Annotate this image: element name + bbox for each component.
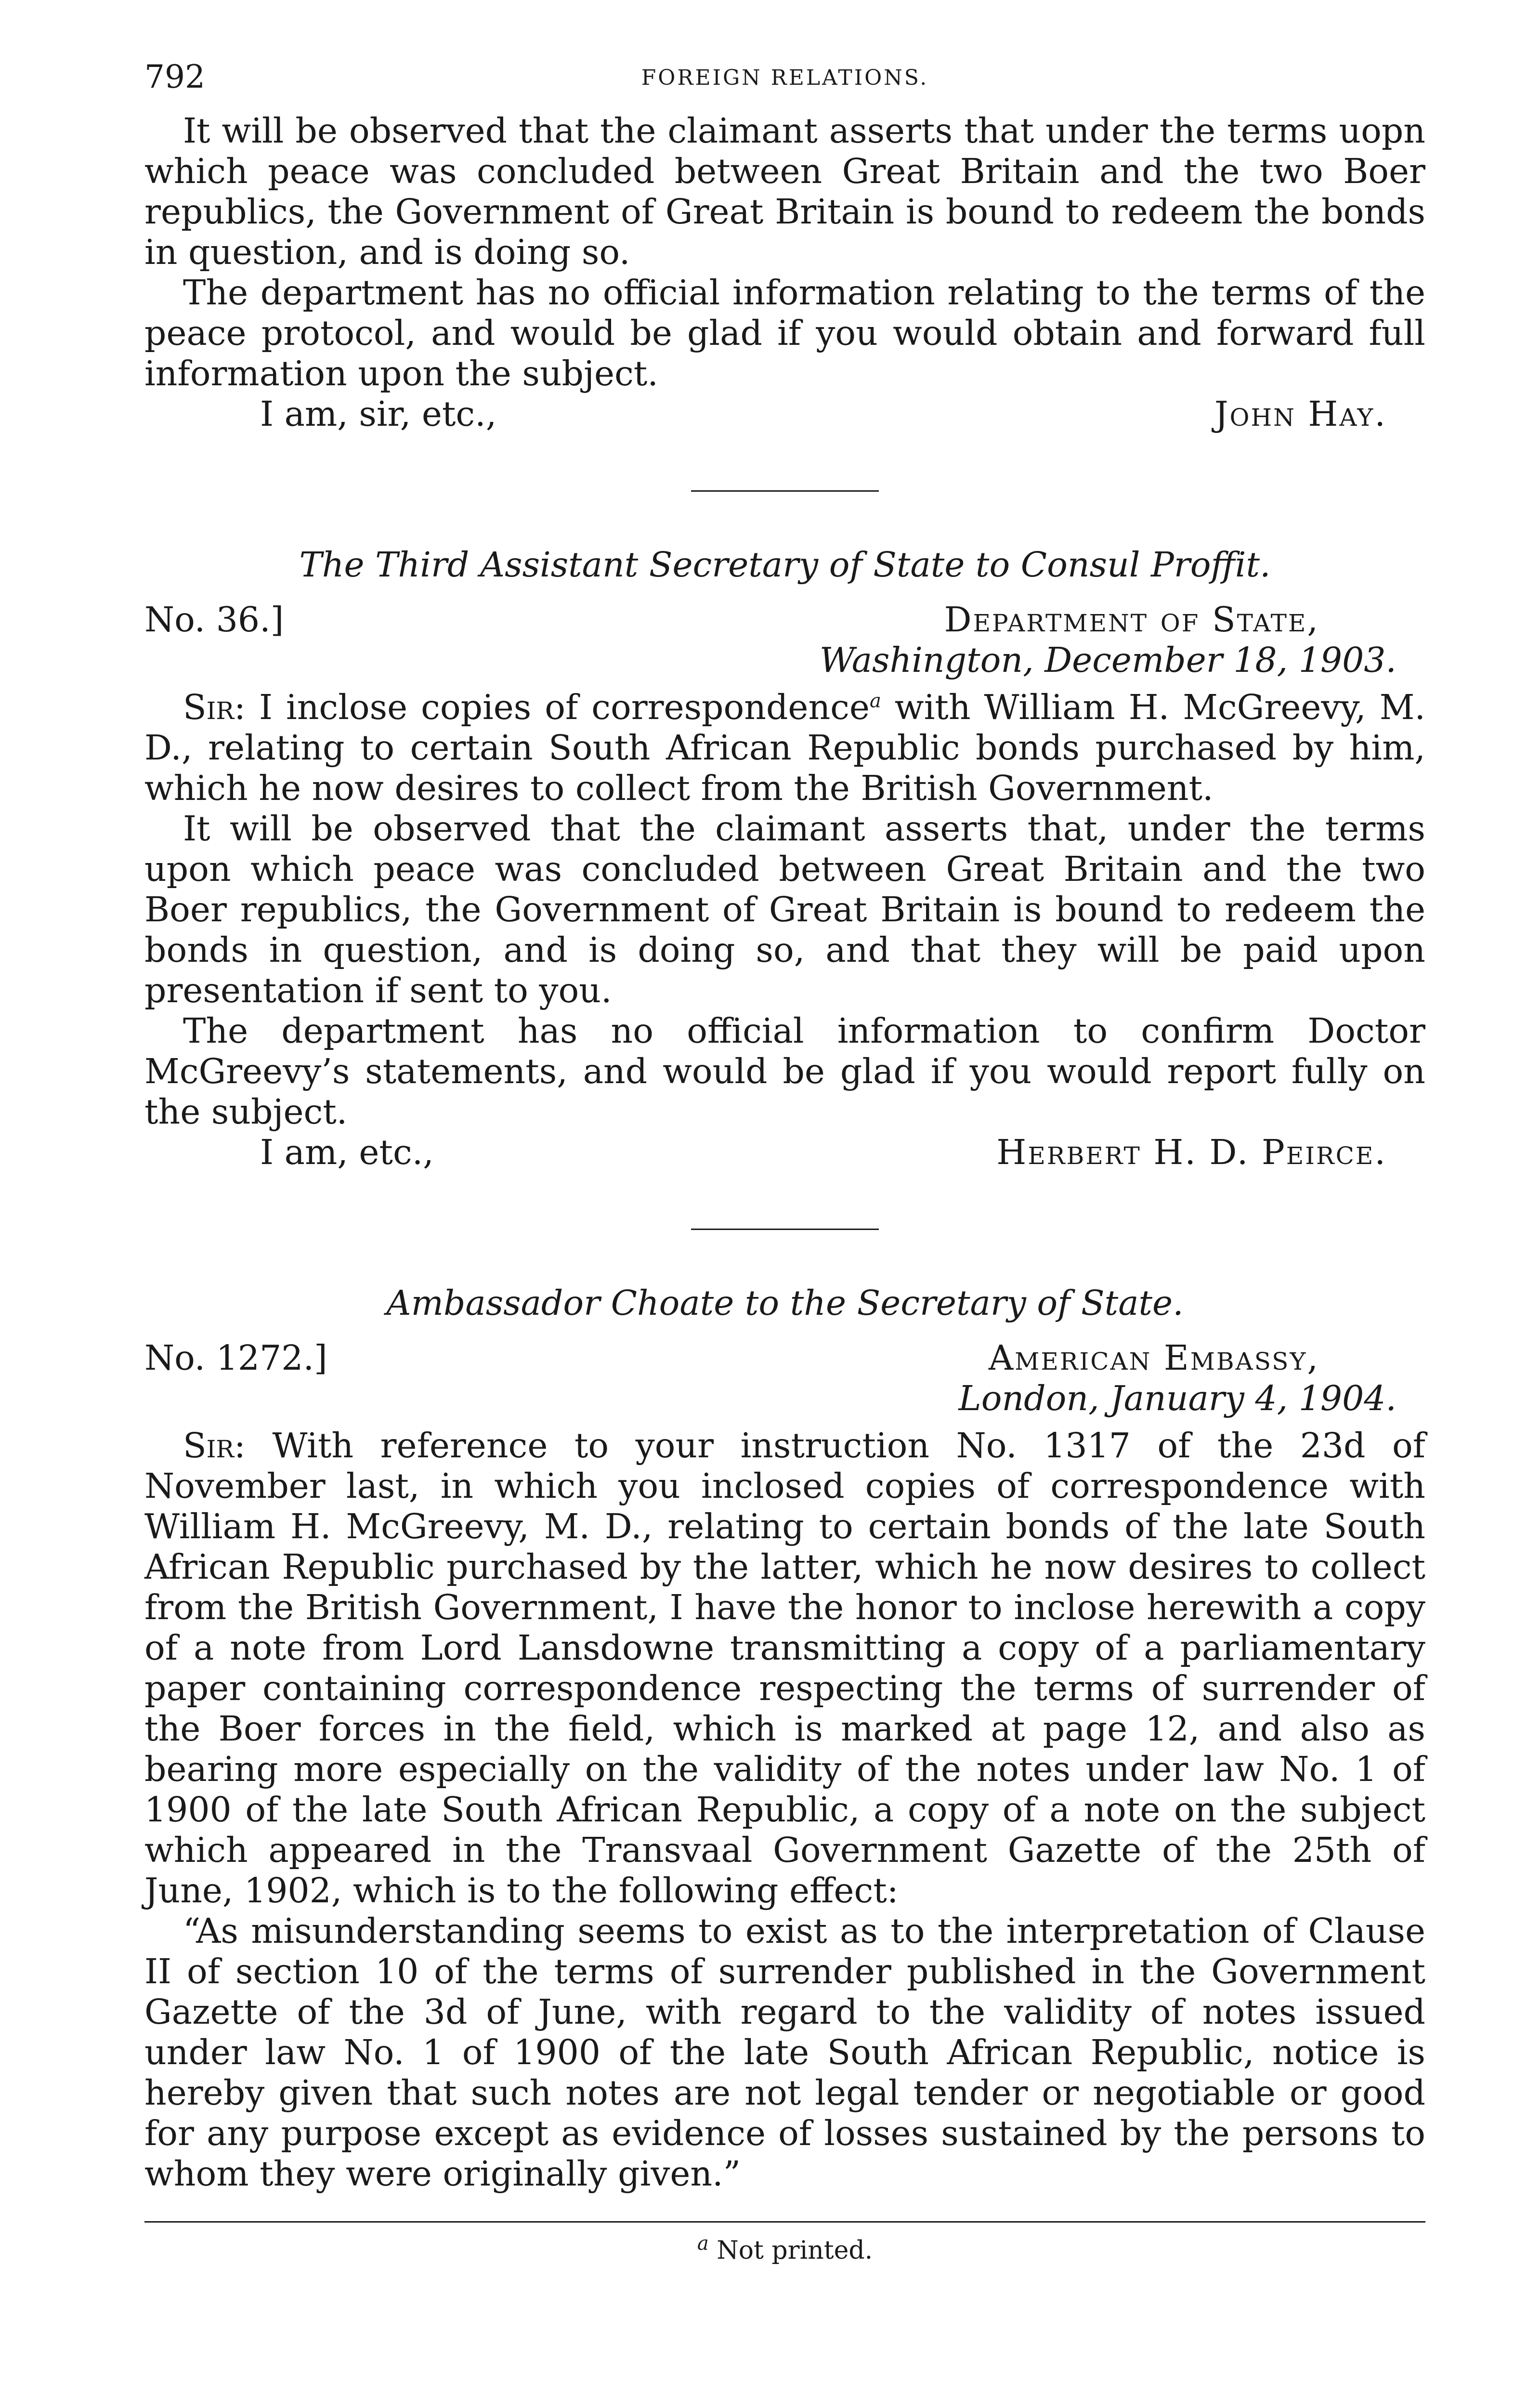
footnote-text: Not printed. bbox=[717, 2236, 873, 2265]
footnote-divider bbox=[144, 2221, 1425, 2223]
paragraph: The department has no official information to confirm Doctor McGreevy’s statements, and would be glad if you would report fully on the subject. bbox=[144, 1011, 1425, 1132]
footnote-reference: a bbox=[869, 690, 881, 712]
running-head bbox=[144, 58, 1425, 111]
dateline bbox=[144, 1338, 1425, 1419]
paragraph bbox=[144, 1426, 1425, 1911]
paragraph-text: : With reference to your instruction No. 1317 of the 23d of November last, in which you inclosed copies of correspondence with William H. McGreevy, M. D., relating to certain bonds of the late South African Republic purchased by the latter, which he now desires to collect from the British Government, I have the honor to inclose herewith a copy of a note from Lord Lansdowne transmitting a copy of a parliamentary paper containing correspondence respecting the terms of surrender of the Boer forces in the field, which is marked at page 12, and also as bearing more especially on the validity of the notes under law No. 1 of 1900 of the late South African Republic, a copy of a note on the subject which appeared in the Transvaal Government Gazette of the 25th of June, 1902, which is to the following effect: bbox=[144, 1426, 1425, 1911]
signature: Herbert H. D. Peirce. bbox=[996, 1132, 1387, 1172]
closing bbox=[144, 394, 1425, 437]
letter-heading: Ambassador Choate to the Secretary of State. bbox=[386, 1283, 1184, 1323]
place-date: London, January 4, 1904. bbox=[958, 1378, 1397, 1418]
sender-office: Department of State, bbox=[944, 600, 1319, 640]
paragraph: The department has no official information relating to the terms of the peace protocol, and would be glad if you would obtain and forward full information upon the subject. bbox=[144, 273, 1425, 393]
document-page bbox=[144, 58, 1425, 2266]
section-divider bbox=[691, 1229, 879, 1230]
quoted-notice: “As misunderstanding seems to exist as to the interpretation of Clause II of section 10 of the terms of surrender published in the Government Gazette of the 3d of June, with regard to the validity of notes issued under law No. 1 of 1900 of the late South African Republic, notice is hereby given that such notes are not legal tender or negotiable or good for any purpose except as evidence of losses sustained by the persons to whom they were originally given.” bbox=[144, 1911, 1425, 2194]
complimentary-close: I am, etc., bbox=[260, 1132, 434, 1172]
salutation-sir: Sir bbox=[183, 687, 235, 727]
letter-hay bbox=[144, 111, 1425, 437]
place-date: Washington, December 18, 1903. bbox=[819, 640, 1397, 680]
salutation-sir: Sir bbox=[183, 1426, 235, 1466]
footnote bbox=[144, 2232, 1425, 2266]
sender-office: American Embassy, bbox=[988, 1338, 1319, 1378]
complimentary-close: I am, sir, etc., bbox=[260, 394, 497, 434]
paragraph: It will be observed that the claimant asserts that, under the terms upon which peace was concluded between Great Britain and the two Boer republics, the Government of Great Britain is bound to redeem the bonds in question, and is doing so, and that they will be paid upon presentation if sent to you. bbox=[144, 809, 1425, 1010]
document-number: No. 1272.] bbox=[144, 1338, 327, 1378]
signature: John Hay. bbox=[1214, 394, 1387, 434]
letter-choate bbox=[144, 1283, 1425, 2194]
running-title: FOREIGN RELATIONS. bbox=[641, 65, 929, 90]
document-number: No. 36.] bbox=[144, 600, 284, 640]
dateline bbox=[144, 600, 1425, 681]
paragraph: It will be observed that the claimant asserts that under the terms uopn which peace was concluded between Great Britain and the two Boer republics, the Government of Great Britain is bound to redeem the bonds in question, and is doing so. bbox=[144, 111, 1425, 272]
closing bbox=[144, 1132, 1425, 1176]
paragraph-text: : I inclose copies of correspondence bbox=[234, 687, 870, 727]
section-divider bbox=[691, 490, 879, 492]
page-number: 792 bbox=[144, 58, 205, 95]
letter-heading: The Third Assistant Secretary of State to Consul Proffit. bbox=[299, 545, 1271, 585]
paragraph bbox=[144, 687, 1425, 809]
letter-peirce bbox=[144, 545, 1425, 1176]
footnote-marker: a bbox=[697, 2232, 709, 2255]
paragraph-text: with William H. McGreevy, M. D., relating to certain South African Republic bonds purchased by him, which he now desires to collect from the British Government. bbox=[144, 687, 1425, 808]
